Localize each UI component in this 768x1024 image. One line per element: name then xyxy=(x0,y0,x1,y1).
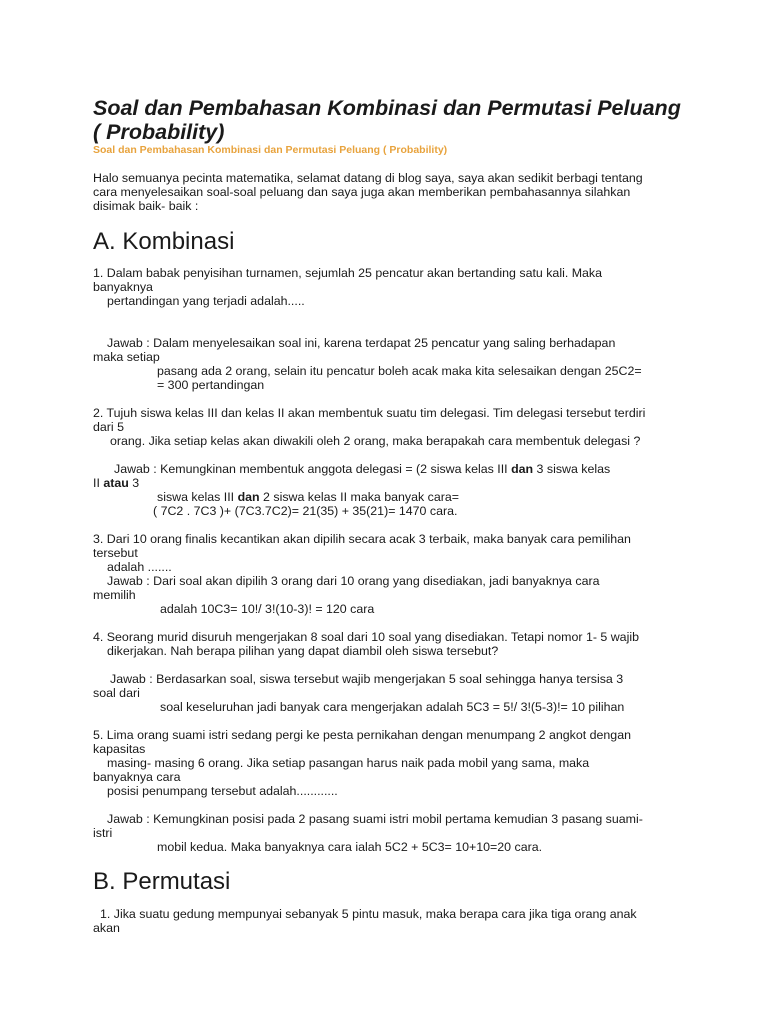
question-5: banyaknya cara xyxy=(93,770,181,784)
question-1: 1. Dalam babak penyisihan turnamen, sejumlah 25 pencatur akan bertanding satu kali. Maka xyxy=(93,266,603,280)
section-heading-permutasi: B. Permutasi xyxy=(93,868,231,895)
answer-4: soal keseluruhan jadi banyak cara mengerjakan adalah 5C3 = 5!/ 3!(5-3)!= 10 pilihan xyxy=(160,700,625,714)
question-1: pertandingan yang terjadi adalah..... xyxy=(107,294,305,308)
subtitle-link[interactable]: Soal dan Pembahasan Kombinasi dan Permutasi Peluang ( Probability) xyxy=(93,144,448,156)
answer-2: Jawab : Kemungkinan membentuk anggota delegasi = (2 siswa kelas III dan 3 siswa kelas xyxy=(114,462,611,476)
answer-2: ( 7C2 . 7C3 )+ (7C3.7C2)= 21(35) + 35(21)= 1470 cara. xyxy=(153,504,458,518)
permutation-question-1: 1. Jika suatu gedung mempunyai sebanyak 5 pintu masuk, maka berapa cara jika tiga orang anak xyxy=(100,907,637,921)
title-line-1: Soal dan Pembahasan Kombinasi dan Permutasi Peluang xyxy=(93,96,681,120)
intro-line: disimak baik- baik : xyxy=(93,199,199,213)
question-5: 5. Lima orang suami istri sedang pergi ke pesta pernikahan dengan menumpang 2 angkot dengan xyxy=(93,728,631,742)
title-line-2: ( Probability) xyxy=(93,120,225,144)
answer-5: mobil kedua. Maka banyaknya cara ialah 5C2 + 5C3= 10+10=20 cara. xyxy=(157,840,543,854)
answer-4: soal dari xyxy=(93,686,140,700)
answer-1: maka setiap xyxy=(93,350,160,364)
section-heading-kombinasi: A. Kombinasi xyxy=(93,228,235,255)
intro-line: cara menyelesaikan soal-soal peluang dan saya juga akan memberikan pembahasannya silahkan xyxy=(93,185,631,199)
page-title xyxy=(93,96,713,144)
answer-1: = 300 pertandingan xyxy=(157,378,265,392)
question-5: masing- masing 6 orang. Jika setiap pasangan harus naik pada mobil yang sama, maka xyxy=(107,756,590,770)
question-4: dikerjakan. Nah berapa pilihan yang dapat diambil oleh siswa tersebut? xyxy=(107,644,499,658)
question-5: posisi penumpang tersebut adalah............ xyxy=(107,784,338,798)
question-1: banyaknya xyxy=(93,280,153,294)
intro-line: Halo semuanya pecinta matematika, selamat datang di blog saya, saya akan sedikit berbagi tentang xyxy=(93,171,643,185)
answer-1: pasang ada 2 orang, selain itu pencatur boleh acak maka kita selesaikan dengan 25C2= xyxy=(157,364,642,378)
answer-5: Jawab : Kemungkinan posisi pada 2 pasang suami istri mobil pertama kemudian 3 pasang suami- xyxy=(107,812,643,826)
answer-3: memilih xyxy=(93,588,136,602)
question-3: 3. Dari 10 orang finalis kecantikan akan dipilih secara acak 3 terbaik, maka banyak cara pemilihan xyxy=(93,532,631,546)
permutation-question-1: akan xyxy=(93,921,120,935)
answer-4: Jawab : Berdasarkan soal, siswa tersebut wajib mengerjakan 5 soal sehingga hanya tersisa 3 xyxy=(110,672,624,686)
answer-3: adalah 10C3= 10!/ 3!(10-3)! = 120 cara xyxy=(160,602,375,616)
question-5: kapasitas xyxy=(93,742,146,756)
question-2: orang. Jika setiap kelas akan diwakili oleh 2 orang, maka berapakah cara membentuk delegasi ? xyxy=(110,434,641,448)
question-2: dari 5 xyxy=(93,420,124,434)
question-3: tersebut xyxy=(93,546,138,560)
answer-1: Jawab : Dalam menyelesaikan soal ini, karena terdapat 25 pencatur yang saling berhadapan xyxy=(107,336,616,350)
answer-2: II atau 3 xyxy=(93,476,140,490)
question-4: 4. Seorang murid disuruh mengerjakan 8 soal dari 10 soal yang disediakan. Tetapi nomor 1- 5 wajib xyxy=(93,630,639,644)
question-2: 2. Tujuh siswa kelas III dan kelas II akan membentuk suatu tim delegasi. Tim delegasi tersebut terdiri xyxy=(93,406,646,420)
answer-5: istri xyxy=(93,826,113,840)
answer-3: Jawab : Dari soal akan dipilih 3 orang dari 10 orang yang disediakan, jadi banyaknya cara xyxy=(107,574,600,588)
question-3: adalah ....... xyxy=(107,560,172,574)
answer-2: siswa kelas III dan 2 siswa kelas II maka banyak cara= xyxy=(157,490,459,504)
